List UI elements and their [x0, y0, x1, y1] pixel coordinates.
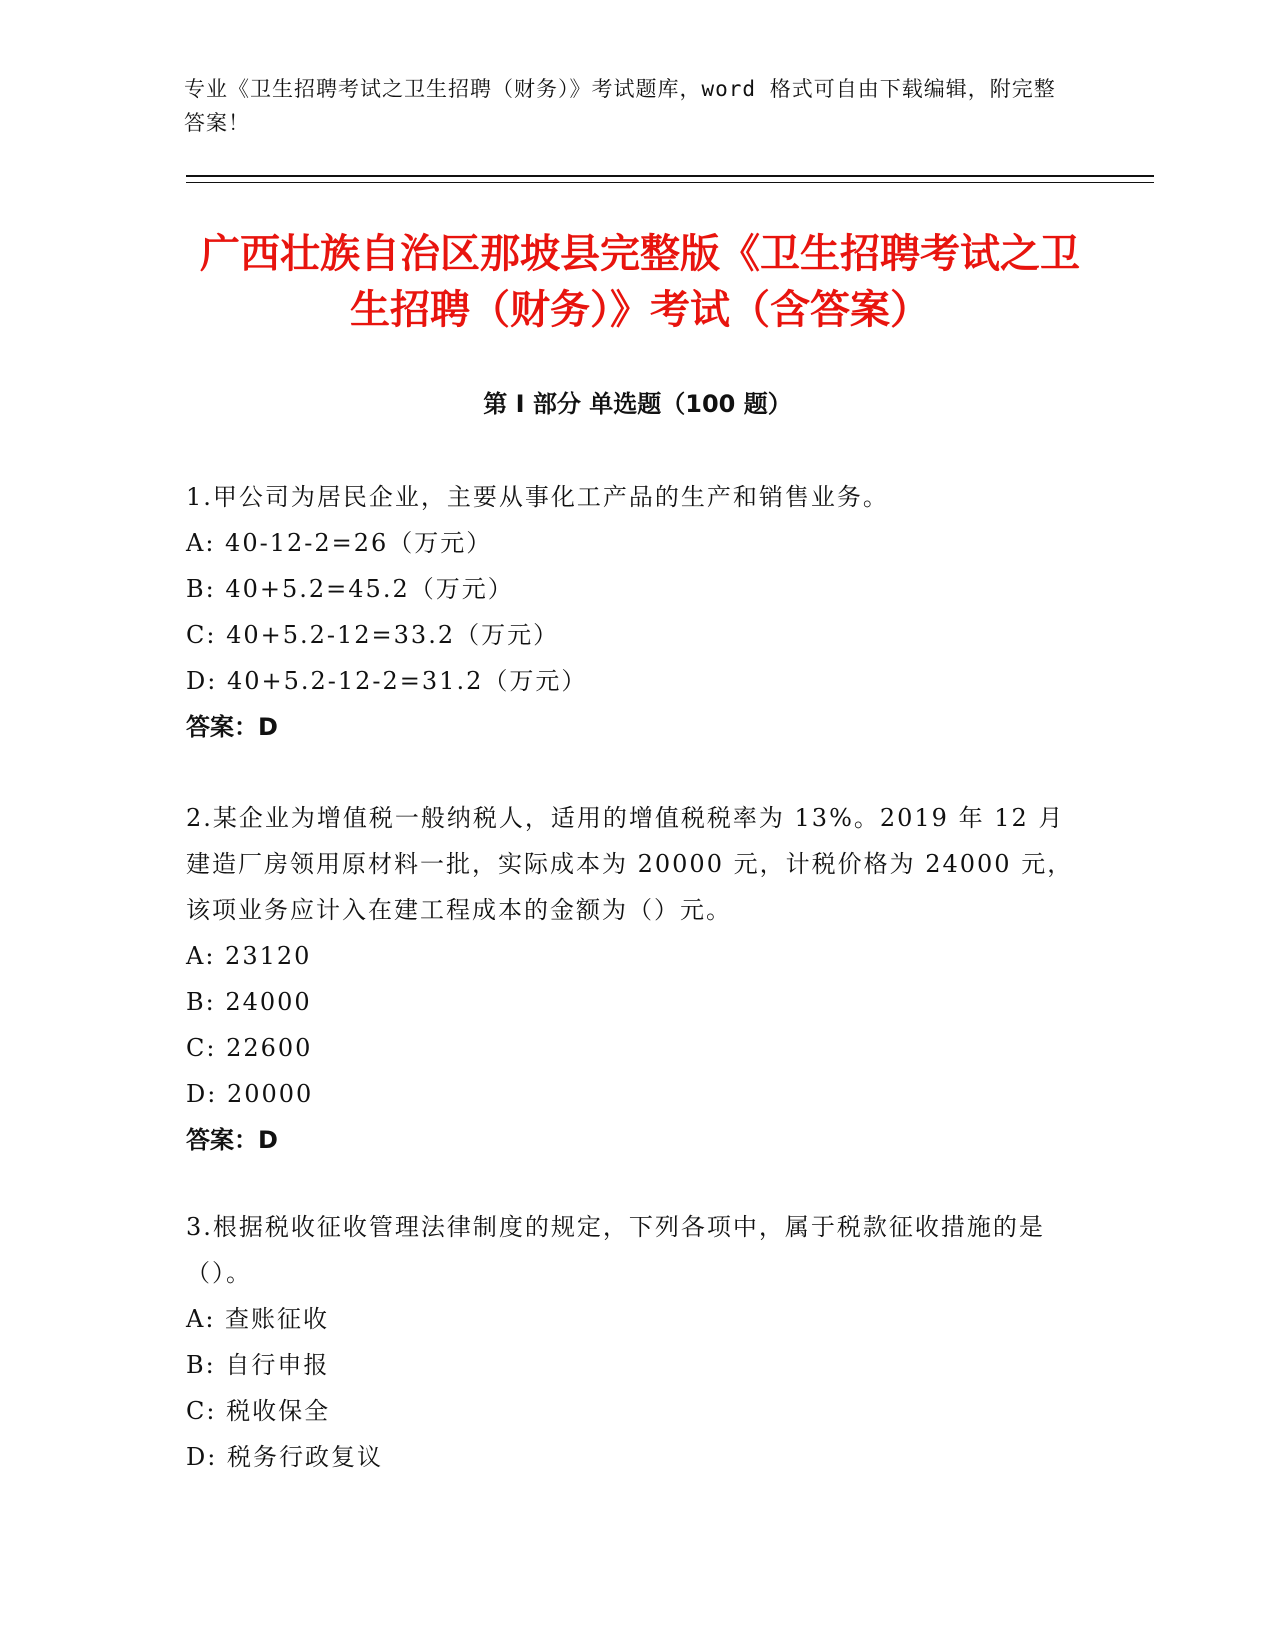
option-a: A: 40-12-2=26（万元） [186, 529, 493, 557]
header-divider-thin [186, 182, 1154, 183]
question-1 [186, 474, 1086, 750]
question-stem: 3.根据税收征收管理法律制度的规定，下列各项中，属于税款征收措施的是（）。 [186, 1213, 1045, 1287]
question-3 [186, 1204, 1086, 1480]
question-2 [186, 795, 1086, 1163]
header-divider [186, 175, 1154, 177]
option-b: B: 自行申报 [186, 1351, 330, 1379]
option-a: A: 查账征收 [186, 1305, 330, 1333]
option-d: D: 税务行政复议 [186, 1443, 383, 1471]
option-a: A: 23120 [186, 942, 312, 970]
header-note: 专业《卫生招聘考试之卫生招聘（财务）》考试题库，word 格式可自由下载编辑，附完整答案！ [184, 77, 1056, 135]
option-c: C: 22600 [186, 1034, 313, 1062]
option-c: C: 40+5.2-12=33.2（万元） [186, 621, 560, 649]
option-d: D: 40+5.2-12-2=31.2（万元） [186, 667, 588, 695]
question-stem: 1.甲公司为居民企业，主要从事化工产品的生产和销售业务。 [186, 483, 889, 511]
answer: 答案：D [186, 713, 278, 741]
option-c: C: 税收保全 [186, 1397, 331, 1425]
section-heading: 第 I 部分 单选题（100 题） [483, 390, 792, 418]
option-b: B: 24000 [186, 988, 312, 1016]
answer: 答案：D [186, 1126, 278, 1154]
document-title: 广西壮族自治区那坡县完整版《卫生招聘考试之卫生招聘（财务）》考试（含答案） [200, 231, 1080, 333]
option-b: B: 40+5.2=45.2（万元） [186, 575, 514, 603]
option-d: D: 20000 [186, 1080, 314, 1108]
question-stem: 2.某企业为增值税一般纳税人，适用的增值税税率为 13%。2019 年 12 月建造厂房领用原材料一批，实际成本为 20000 元，计税价格为 24000 元，该项业务应计入在建工程成本的金额为（）元。 [186, 804, 1074, 924]
